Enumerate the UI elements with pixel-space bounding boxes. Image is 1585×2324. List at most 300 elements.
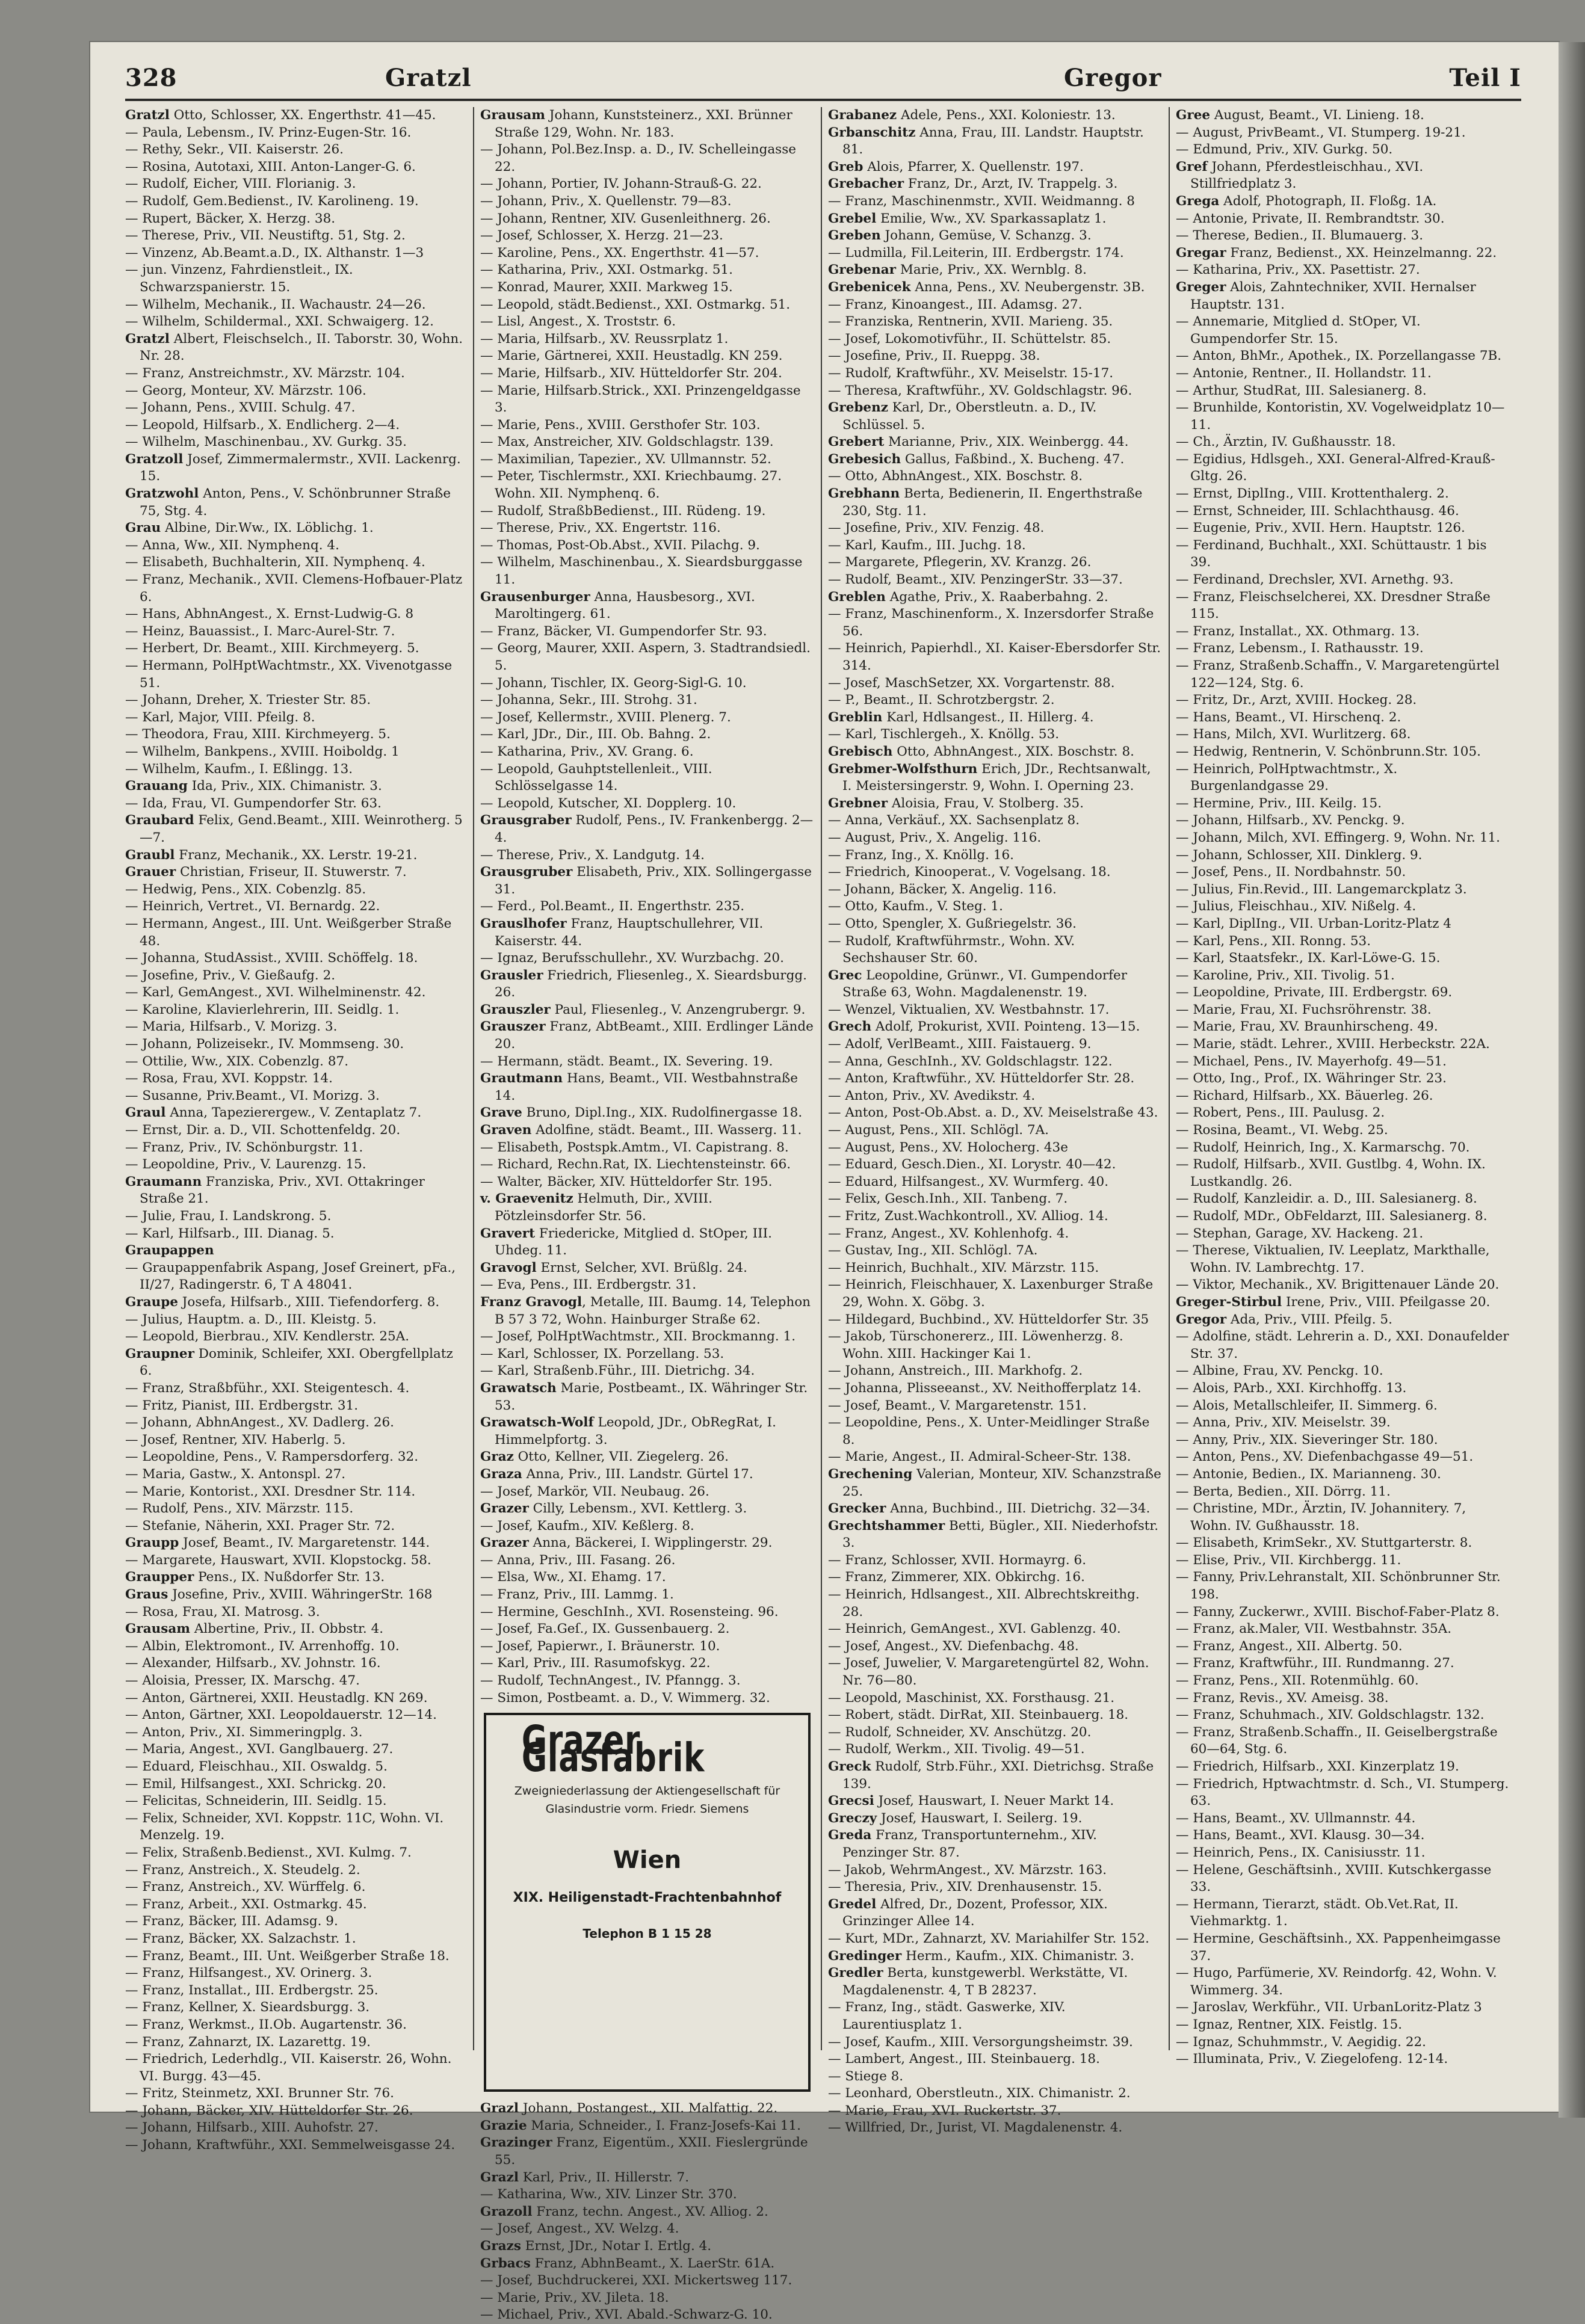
directory-entry xyxy=(125,778,465,795)
directory-entry xyxy=(1176,2051,1510,2068)
directory-entry xyxy=(125,1810,465,1845)
entry-text: — Julius, Fin.Revid., III. Langemarckplatz 3. xyxy=(1176,881,1467,897)
entry-text: — Maria, Hilfsarb., V. Morizg. 3. xyxy=(125,1019,338,1035)
entry-text: — Friedrich, Hilfsarb., XXI. Kinzerplatz 19. xyxy=(1176,1759,1459,1774)
directory-entry xyxy=(125,640,465,658)
entry-text: — August, Pens., XII. Schlögl. 7A. xyxy=(828,1123,1049,1138)
entry-text: — Anton, Gärtner, XXI. Leopoldauerstr. 12—14. xyxy=(125,1707,437,1723)
entry-text: — Karl, JDr., Dir., III. Ob. Bahng. 2. xyxy=(480,727,711,742)
directory-entry xyxy=(828,1174,1162,1191)
directory-entry xyxy=(1176,1070,1510,1088)
entry-surname: Grebert xyxy=(828,434,885,450)
entry-text: — Wilhelm, Bankpens., XVIII. Hoiboldg. 1 xyxy=(125,744,400,759)
entry-text: , Metalle, III. Baumg. 14, Telephon B 57 3 72, Wohn. Hainburger Straße 62. xyxy=(495,1294,811,1327)
entry-text: — Franz, Lebensm., I. Rathausstr. 19. xyxy=(1176,641,1424,656)
entry-surname: Greda xyxy=(828,1828,872,1843)
directory-entry xyxy=(125,1604,465,1621)
entry-surname: Gregor xyxy=(1176,1311,1227,1327)
entry-surname: Grebner xyxy=(828,795,888,811)
entry-text: — Hans, AbhnAngest., X. Ernst-Ludwig-G. 8 xyxy=(125,606,414,622)
entry-text: Berta, kunstgewerbl. Werkstätte, VI. Magdalenenstr. 4, T B 28237. xyxy=(842,1965,1128,1998)
directory-entry xyxy=(828,1225,1162,1243)
entry-text: — Johann, Anstreich., III. Markhofg. 2. xyxy=(828,1363,1083,1379)
directory-entry xyxy=(1176,1398,1510,1415)
entry-text: — Antonie, Rentner., II. Hollandstr. 11. xyxy=(1176,365,1432,381)
directory-entry xyxy=(480,365,814,383)
directory-entry xyxy=(828,675,1162,692)
entry-text: — Rudolf, Eicher, VIII. Florianig. 3. xyxy=(125,176,356,192)
directory-entry xyxy=(1176,1002,1510,1019)
entry-text: — Felicitas, Schneiderin, III. Seidlg. 15. xyxy=(125,1793,387,1809)
directory-entry xyxy=(480,1552,814,1570)
directory-entry xyxy=(1176,313,1510,348)
entry-text: — Hans, Beamt., VI. Hirschenq. 2. xyxy=(1176,709,1401,725)
entry-text: — Karl, Tischlergeh., X. Knöllg. 53. xyxy=(828,727,1060,742)
directory-entry xyxy=(125,812,465,846)
directory-entry xyxy=(1176,537,1510,572)
directory-entry xyxy=(125,950,465,967)
column-1 xyxy=(125,107,465,2153)
entry-text: — Heinrich, Hdlsangest., XII. Albrechtskreithg. 28. xyxy=(828,1587,1140,1620)
directory-entry xyxy=(480,1518,814,1535)
directory-entry xyxy=(828,1586,1162,1621)
directory-entry xyxy=(480,193,814,211)
entry-text: Leopoldine, Grünwr., VI. Gumpendorfer Straße 63, Wohn. Magdalenenstr. 19. xyxy=(842,967,1128,1000)
entry-text: — Leopoldine, Pens., X. Unter-Meidlinger Straße 8. xyxy=(828,1415,1150,1447)
entry-surname: Grazie xyxy=(480,2118,527,2133)
entry-text: Valerian, Monteur, XIV. Schanzstraße 25. xyxy=(842,1466,1161,1499)
entry-text: — Hans, Beamt., XV. Ullmannstr. 44. xyxy=(1176,1810,1416,1826)
entry-text: — Rudolf, Beamt., XIV. PenzingerStr. 33—37. xyxy=(828,572,1123,588)
entry-text: Franz, Mechanik., XX. Lerstr. 19-21. xyxy=(175,847,418,863)
directory-entry xyxy=(480,1346,814,1363)
directory-entry xyxy=(1176,1105,1510,1122)
entry-text: — Eugenie, Priv., XVII. Hern. Hauptstr. 126. xyxy=(1176,520,1465,536)
directory-entry xyxy=(125,1260,465,1294)
entry-text: — Viktor, Mechanik., XV. Brigittenauer Lände 20. xyxy=(1176,1277,1500,1293)
column-4 xyxy=(1169,107,1510,2067)
directory-entry xyxy=(480,1139,814,1157)
entry-text: — Hans, Milch, XVI. Wurlitzerg. 68. xyxy=(1176,727,1411,742)
entry-text: Ernst, JDr., Notar I. Ertlg. 4. xyxy=(521,2238,712,2254)
directory-entry xyxy=(125,1931,465,1948)
entry-text: — Therese, Priv., XX. Engertstr. 116. xyxy=(480,520,721,536)
entry-text: — Ludmilla, Fil.Leiterin, III. Erdbergstr. 174. xyxy=(828,245,1124,260)
entry-surname: Gredinger xyxy=(828,1948,902,1964)
entry-surname: Grausam xyxy=(125,1621,191,1637)
entry-text: — Franz, ak.Maler, VII. Westbahnstr. 35A. xyxy=(1176,1621,1452,1637)
directory-entry xyxy=(480,898,814,916)
entry-text: August, Beamt., VI. Linieng. 18. xyxy=(1210,108,1424,123)
entry-text: Paul, Fliesenleg., V. Anzengrubergr. 9. xyxy=(550,1002,806,1017)
entry-surname: Grauang xyxy=(125,778,188,794)
directory-entry xyxy=(125,1002,465,1019)
entry-text: — Franz, Schuhmach., XIV. Goldschlagstr. 132. xyxy=(1176,1707,1485,1723)
entry-text: — Anny, Priv., XIX. Sieveringer Str. 180. xyxy=(1176,1432,1438,1447)
directory-entry xyxy=(480,2238,814,2255)
entry-text: — Franz, Angest., XII. Albertg. 50. xyxy=(1176,1638,1403,1654)
directory-entry xyxy=(1176,1672,1510,1690)
directory-entry xyxy=(828,1741,1162,1758)
directory-entry xyxy=(480,726,814,744)
entry-text: — Marie, Kontorist., XXI. Dresdner Str. 114. xyxy=(125,1484,416,1499)
entry-text: — Ignaz, Berufsschullehr., XV. Wurzbachg. 20. xyxy=(480,951,784,966)
directory-entry xyxy=(828,881,1162,899)
directory-entry xyxy=(480,950,814,967)
entry-text: — Josef, Schlosser, X. Herzg. 21—23. xyxy=(480,228,723,244)
entry-text: Irene, Priv., VIII. Pfeilgasse 20. xyxy=(1282,1294,1491,1310)
directory-entry xyxy=(828,1191,1162,1208)
entry-text: — Josef, Markör, VII. Neubaug. 26. xyxy=(480,1484,709,1499)
directory-entry xyxy=(125,1569,465,1586)
entry-text: — Anton, Gärtnerei, XXII. Heustadlg. KN 269. xyxy=(125,1690,428,1706)
entry-surname: Grauslhofer xyxy=(480,916,567,931)
book-edge xyxy=(1559,42,1585,2118)
entry-text: — Franz, Maschinenmstr., XVII. Weidmanng. 8 xyxy=(828,193,1135,209)
directory-entry xyxy=(125,967,465,985)
entry-text: — Wilhelm, Kaufm., I. Eßlingg. 13. xyxy=(125,761,353,777)
entry-text: — Georg, Monteur, XV. Märzstr. 106. xyxy=(125,383,366,398)
directory-entry xyxy=(828,864,1162,881)
entry-text: — Ch., Ärztin, IV. Gußhausstr. 18. xyxy=(1176,434,1396,450)
directory-entry xyxy=(828,193,1162,211)
entry-text: Anna, Hausbesorg., XVI. Maroltingerg. 61. xyxy=(495,589,755,622)
directory-entry xyxy=(828,262,1162,279)
entry-text: — Franz, Straßbführ., XXI. Steigentesch. 4. xyxy=(125,1380,410,1396)
directory-entry xyxy=(480,1500,814,1518)
directory-entry xyxy=(480,297,814,314)
entry-text: — Karl, Schlosser, IX. Porzellang. 53. xyxy=(480,1346,725,1361)
entry-text: — Marie, Angest., II. Admiral-Scheer-Str. 138. xyxy=(828,1449,1131,1465)
directory-entry xyxy=(125,1724,465,1742)
entry-text: — Fritz, Steinmetz, XXI. Brunner Str. 76. xyxy=(125,2086,394,2101)
directory-entry xyxy=(480,1655,814,1672)
entry-surname: Grautmann xyxy=(480,1071,563,1086)
entry-text: — Albine, Frau, XV. Penckg. 10. xyxy=(1176,1363,1383,1379)
entry-text: — Franz, Anstreich., X. Steudelg. 2. xyxy=(125,1862,360,1878)
directory-entry xyxy=(828,1621,1162,1638)
entry-surname: Gree xyxy=(1176,108,1211,123)
entry-text: — Karl, GemAngest., XVI. Wilhelminenstr. 42. xyxy=(125,985,426,1000)
entry-surname: Grazs xyxy=(480,2238,521,2254)
entry-surname: Grebenar xyxy=(828,262,896,278)
directory-entry xyxy=(125,1793,465,1810)
directory-entry xyxy=(1176,847,1510,865)
directory-entry xyxy=(480,554,814,588)
entry-text: — Theresia, Priv., XIV. Drenhausenstr. 15. xyxy=(828,1879,1102,1895)
directory-entry xyxy=(828,1380,1162,1398)
directory-entry xyxy=(125,1776,465,1793)
directory-entry xyxy=(125,141,465,159)
entry-text: Hans, Beamt., VII. Westbahnstraße 14. xyxy=(495,1071,799,1103)
entry-text: — Johann, Schlosser, XII. Dinklerg. 9. xyxy=(1176,847,1423,863)
directory-entry xyxy=(1176,451,1510,485)
directory-entry xyxy=(480,451,814,469)
entry-text: Leopold, JDr., ObRegRat, I. Himmelpfortg. 3. xyxy=(495,1415,776,1447)
directory-entry xyxy=(1176,1758,1510,1776)
entry-surname: Grbanschitz xyxy=(828,125,916,140)
entry-surname: Graus xyxy=(125,1587,168,1603)
entry-surname: Graven xyxy=(480,1123,532,1138)
entry-text: — Franz, Bäcker, VI. Gumpendorfer Str. 93. xyxy=(480,623,767,639)
directory-entry xyxy=(828,1277,1162,1311)
entry-text: Karl, Hdlsangest., II. Hillerg. 4. xyxy=(882,709,1094,725)
directory-entry xyxy=(480,245,814,262)
entry-surname: Grebisch xyxy=(828,744,893,759)
directory-entry xyxy=(828,399,1162,434)
entry-text: Adolf, Prokurist, XVII. Pointeng. 13—15. xyxy=(871,1019,1140,1035)
directory-entry xyxy=(828,1105,1162,1122)
entry-text: — Antonie, Private, II. Rembrandtstr. 30. xyxy=(1176,211,1445,226)
left-running-head: Gratzl xyxy=(385,64,472,92)
entry-text: Anna, Tapezierergew., V. Zentaplatz 7. xyxy=(165,1105,422,1121)
directory-entry xyxy=(125,520,465,537)
entry-text: — Franz, Priv., III. Lammg. 1. xyxy=(480,1587,674,1603)
entry-text: Felix, Gend.Beamt., XIII. Weinrotherg. 5—7. xyxy=(140,813,463,845)
page-header xyxy=(125,59,1521,101)
entry-text: Christian, Friseur, II. Stuwerstr. 7. xyxy=(176,865,407,880)
directory-entry xyxy=(480,2204,814,2221)
directory-entry xyxy=(125,1311,465,1329)
entry-surname: Grecsi xyxy=(828,1793,874,1809)
directory-entry xyxy=(1176,348,1510,365)
entry-text: — Stephan, Garage, XV. Hackeng. 21. xyxy=(1176,1225,1424,1241)
entry-text: Franz, techn. Angest., XV. Alliog. 2. xyxy=(532,2204,768,2219)
entry-text: — Julius, Fleischhau., XIV. Nißelg. 4. xyxy=(1176,899,1417,914)
directory-entry xyxy=(480,744,814,761)
entry-text: — Michael, Pens., IV. Mayerhofg. 49—51. xyxy=(1176,1053,1447,1069)
entry-text: — Therese, Priv., X. Landgutg. 14. xyxy=(480,847,705,863)
entry-text: Albertine, Priv., II. Obbstr. 4. xyxy=(190,1621,384,1637)
entry-surname: Grech xyxy=(828,1019,872,1035)
entry-surname: Greger-Stirbul xyxy=(1176,1294,1282,1310)
entry-text: Pens., IX. Nußdorfer Str. 13. xyxy=(194,1570,385,1585)
entry-text: — Robert, Pens., III. Paulusg. 2. xyxy=(1176,1105,1385,1121)
directory-entry xyxy=(1176,1621,1510,1638)
directory-entry xyxy=(828,1002,1162,1019)
directory-entry xyxy=(125,1845,465,1862)
entry-text: — Heinrich, Buchhalt., XIV. Märzstr. 115. xyxy=(828,1260,1099,1275)
entry-text: — Anna, Priv., III. Fasang. 26. xyxy=(480,1552,676,1568)
entry-text: — Fritz, Pianist, III. Erdbergstr. 31. xyxy=(125,1398,359,1413)
directory-entry xyxy=(1176,141,1510,159)
directory-entry xyxy=(828,572,1162,589)
part-label: Teil I xyxy=(1449,64,1521,92)
directory-entry xyxy=(828,898,1162,916)
entry-text: — Ignaz, Rentner, XIX. Feistlg. 15. xyxy=(1176,2017,1403,2032)
entry-surname: Gravert xyxy=(480,1225,536,1241)
entry-text: Anna, Pens., XV. Neubergenstr. 3B. xyxy=(910,279,1145,295)
entry-text: — Anna, Ww., XII. Nymphenq. 4. xyxy=(125,537,339,553)
directory-entry xyxy=(480,107,814,141)
directory-entry xyxy=(1176,726,1510,744)
directory-entry xyxy=(480,520,814,537)
entry-text: — Marie, Pens., XVIII. Gersthofer Str. 103. xyxy=(480,417,761,433)
entry-text: — Rudolf, Heinrich, Ing., X. Karmarschg. 70. xyxy=(1176,1139,1470,1155)
directory-entry xyxy=(125,984,465,1002)
entry-surname: Greben xyxy=(828,228,881,244)
directory-entry xyxy=(828,1398,1162,1415)
entry-text: — Josefine, Priv., II. Rueppg. 38. xyxy=(828,348,1040,364)
entry-text: — Franz, Beamt., III. Unt. Weißgerber Straße 18. xyxy=(125,1948,450,1964)
entry-text: Maria, Schneider., I. Franz-Josefs-Kai 11. xyxy=(527,2118,801,2133)
directory-entry xyxy=(828,1019,1162,1036)
directory-entry xyxy=(1176,107,1510,125)
entry-text: — Anna, Verkäuf., XX. Sachsenplatz 8. xyxy=(828,813,1080,828)
directory-entry xyxy=(125,1690,465,1707)
directory-entry xyxy=(828,485,1162,520)
directory-entry xyxy=(1176,1724,1510,1758)
directory-entry xyxy=(125,193,465,211)
entry-text: — Johanna, StudAssist., XVIII. Schöffelg. 18. xyxy=(125,951,418,966)
entry-text: Anna, Bäckerei, I. Wipplingerstr. 29. xyxy=(528,1535,773,1551)
directory-entry xyxy=(125,847,465,865)
directory-entry xyxy=(828,107,1162,125)
directory-entry xyxy=(1176,1139,1510,1157)
entry-text: — Josef, Kaufm., XIII. Versorgungsheimstr. 39. xyxy=(828,2034,1133,2050)
directory-entry xyxy=(480,1449,814,1466)
directory-entry xyxy=(828,2085,1162,2103)
entry-text: Adele, Pens., XXI. Koloniestr. 13. xyxy=(897,108,1116,123)
entry-text: — Josef, Fa.Geſ., IX. Gussenbauerg. 2. xyxy=(480,1621,730,1637)
entry-surname: Grawatsch xyxy=(480,1380,557,1396)
ad-subtitle: Zweigniederlassung der Aktiengesellschaft für Glasindustrie vorm. Friedr. Siemens xyxy=(514,1784,780,1816)
directory-entry xyxy=(125,399,465,417)
entry-text: — Hermann, städt. Beamt., IX. Severing. 19. xyxy=(480,1053,773,1069)
entry-text: Adolfine, städt. Beamt., III. Wasserg. 11. xyxy=(531,1123,802,1138)
directory-entry xyxy=(1176,898,1510,916)
directory-entry xyxy=(828,606,1162,640)
entry-text: — Otto, AbhnAngest., XIX. Boschstr. 8. xyxy=(828,469,1083,484)
entry-text: — Rudolf, Kraftwführ., XV. Meiselstr. 15-17. xyxy=(828,365,1114,381)
directory-entry xyxy=(480,1174,814,1191)
entry-text: — Katharina, Priv., XV. Grang. 6. xyxy=(480,744,694,759)
entry-text: — August, Priv., X. Angelig. 116. xyxy=(828,830,1042,845)
entry-text: — Aloisia, Presser, IX. Marschg. 47. xyxy=(125,1673,360,1689)
directory-entry xyxy=(828,1414,1162,1449)
entry-text: — Karoline, Klavierlehrerin, III. Seidlg. 1. xyxy=(125,1002,400,1017)
entry-surname: Gratzl xyxy=(125,108,170,123)
entry-text: — Therese, Bedien., II. Blumauerg. 3. xyxy=(1176,228,1424,244)
entry-text: — Rudolf, Gem.Bedienst., IV. Karolineng. 19. xyxy=(125,193,419,209)
entry-text: — Rudolf, Schneider, XV. Anschützg. 20. xyxy=(828,1724,1092,1740)
entry-text: — Franz, Arbeit., XXI. Ostmarkg. 45. xyxy=(125,1896,367,1912)
directory-entry xyxy=(125,1655,465,1672)
directory-entry xyxy=(828,331,1162,348)
entry-text: Anna, Priv., III. Landstr. Gürtel 17. xyxy=(522,1466,753,1482)
entry-text: Karl, Priv., II. Hillerstr. 7. xyxy=(519,2169,690,2185)
directory-entry xyxy=(828,1518,1162,1552)
entry-text: Franz, Dr., Arzt, IV. Trappelg. 3. xyxy=(904,176,1118,192)
entry-surname: Grazoll xyxy=(480,2204,533,2219)
entry-text: — Josef, Kellermstr., XVIII. Plenerg. 7. xyxy=(480,709,731,725)
directory-entry xyxy=(480,434,814,451)
directory-entry xyxy=(1176,1776,1510,1810)
entry-text: — Leopoldine, Private, III. Erdbergstr. 69. xyxy=(1176,985,1453,1000)
entry-text: — Ernst, DiplIng., VIII. Krottenthalerg. 2. xyxy=(1176,486,1449,502)
entry-surname: Graubard xyxy=(125,813,194,828)
entry-text: — Vinzenz, Ab.Beamt.a.D., IX. Althanstr. 1—3 xyxy=(125,245,424,260)
entry-text: — Josef, Rentner, XIV. Haberlg. 5. xyxy=(125,1432,346,1447)
directory-entry xyxy=(125,2137,465,2154)
directory-entry xyxy=(125,383,465,400)
directory-entry xyxy=(1176,279,1510,313)
entry-text: — Karl, Hilfsarb., III. Dianag. 5. xyxy=(125,1225,335,1241)
directory-entry xyxy=(828,1088,1162,1105)
entry-text: — Franz, Anstreich., XV. Würffelg. 6. xyxy=(125,1879,366,1895)
entry-text: — Walter, Bäcker, XIV. Hütteldorfer Str. 195. xyxy=(480,1174,773,1189)
directory-entry xyxy=(125,1999,465,2017)
entry-text: — Anton, Pens., XV. Diefenbachgasse 49—51. xyxy=(1176,1449,1474,1465)
entry-text: Erich, JDr., Rechtsanwalt, I. Meistersingerstr. 9, Wohn. I. Operning 23. xyxy=(842,761,1151,794)
entry-text: — Josef, Buchdruckerei, XXI. Mickertsweg 117. xyxy=(480,2273,792,2289)
directory-entry xyxy=(125,434,465,451)
directory-entry xyxy=(125,864,465,881)
directory-entry xyxy=(125,1638,465,1656)
entry-text: — Lisl, Angest., X. Troststr. 6. xyxy=(480,314,676,330)
entry-text: — Franz, Mechanik., XVII. Clemens-Hofbauer-Platz 6. xyxy=(125,572,463,605)
directory-entry xyxy=(828,1827,1162,1861)
directory-entry xyxy=(828,1036,1162,1053)
entry-text: — Hermine, GeschInh., XVI. Rosensteing. 96. xyxy=(480,1604,779,1620)
entry-text: Anna, Frau, III. Landstr. Hauptstr. 81. xyxy=(842,125,1144,158)
right-running-head: Gregor xyxy=(1064,64,1162,92)
entry-text: Otto, Kellner, VII. Ziegelerg. 26. xyxy=(513,1449,729,1465)
entry-text: — Rosina, Beamt., VI. Webg. 25. xyxy=(1176,1123,1388,1138)
directory-entry xyxy=(828,2051,1162,2068)
directory-entry xyxy=(125,331,465,365)
entry-surname: Grausgruber xyxy=(480,865,573,880)
directory-entry xyxy=(1176,245,1510,262)
entry-text: — Fanny, Zuckerwr., XVIII. Bischof-Faber-Platz 8. xyxy=(1176,1604,1500,1620)
directory-entry xyxy=(1176,692,1510,709)
entry-surname: Grebhann xyxy=(828,486,900,502)
entry-text: — Rudolf, Hilfsarb., XVII. Gustlbg. 4, Wohn. IX. Lustkandlg. 26. xyxy=(1176,1157,1486,1189)
entry-text: — Julius, Hauptm. a. D., III. Kleistg. 5. xyxy=(125,1311,377,1327)
entry-text: — Rosa, Frau, XVI. Koppstr. 14. xyxy=(125,1071,333,1086)
directory-entry xyxy=(1176,658,1510,692)
directory-entry xyxy=(125,1208,465,1225)
entry-surname: Gratzwohl xyxy=(125,486,199,502)
directory-entry xyxy=(125,744,465,761)
directory-entry xyxy=(828,1690,1162,1707)
directory-entry xyxy=(828,761,1162,795)
entry-surname: Graubl xyxy=(125,847,175,863)
entry-surname: Graupe xyxy=(125,1294,178,1310)
directory-entry xyxy=(1176,950,1510,967)
entry-text: — Johann, Polizeisekr., IV. Mommseng. 30. xyxy=(125,1037,404,1052)
directory-entry xyxy=(1176,1242,1510,1277)
entry-text: — Albin, Elektromont., IV. Arrenhoffg. 10. xyxy=(125,1638,400,1654)
entry-text: — Ferdinand, Drechsler, XVI. Arnethg. 93. xyxy=(1176,572,1454,588)
entry-text: Josef, Hauswart, I. Seilerg. 19. xyxy=(877,1810,1083,1826)
entry-surname: Graupper xyxy=(125,1570,194,1585)
entry-text: — Franz, Schlosser, XVII. Hormayrg. 6. xyxy=(828,1552,1087,1568)
entry-text: — Johann, Dreher, X. Triester Str. 85. xyxy=(125,692,371,708)
directory-entry xyxy=(1176,434,1510,451)
directory-entry xyxy=(828,933,1162,967)
entry-text: — Leopoldine, Priv., V. Laurenzg. 15. xyxy=(125,1157,366,1173)
directory-entry xyxy=(1176,193,1510,211)
directory-entry xyxy=(1176,1604,1510,1621)
directory-entry xyxy=(125,1621,465,1638)
directory-entry xyxy=(828,795,1162,813)
ad-phone: Telephon B 1 15 28 xyxy=(582,1926,712,1941)
directory-entry xyxy=(480,141,814,176)
entry-text: Adolf, Photograph, II. Floßg. 1A. xyxy=(1219,193,1437,209)
directory-entry xyxy=(1176,1535,1510,1552)
directory-entry xyxy=(828,692,1162,709)
